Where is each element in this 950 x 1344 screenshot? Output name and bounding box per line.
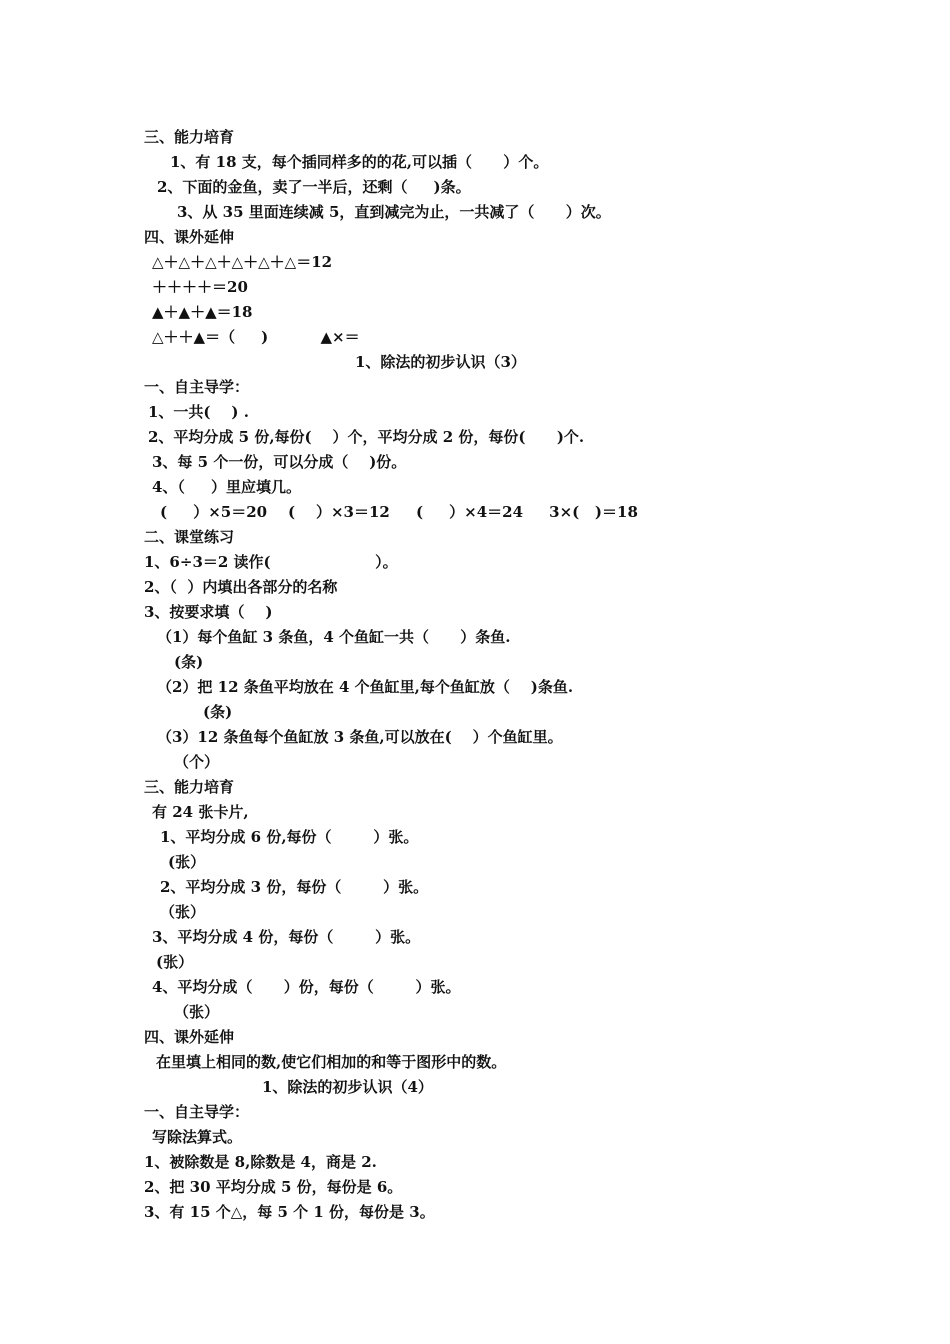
- heading-extension: 四、课外延伸: [144, 1028, 235, 1046]
- unit-label: （张）: [174, 1003, 220, 1021]
- question-line: 4、（ ）里应填几。: [152, 478, 302, 496]
- question-line: 2、把 30 平均分成 5 份，每份是 6。: [144, 1178, 403, 1196]
- heading-extension: 四、课外延伸: [144, 228, 235, 246]
- equation-line: ＋＋＋＋＝20: [152, 278, 248, 296]
- question-line: 3、有 15 个△，每 5 个 1 份，每份是 3。: [144, 1203, 435, 1221]
- unit-label: (条): [174, 653, 204, 671]
- unit-label: (张）: [168, 853, 206, 871]
- section-title: 1、除法的初步认识（3）: [355, 353, 526, 371]
- question-line: 1、平均分成 6 份,每份（ ）张。: [160, 828, 419, 846]
- heading-self-study: 一、自主导学：: [144, 378, 250, 396]
- equation-line: ▲＋▲＋▲＝18: [152, 303, 253, 321]
- question-line: 2、平均分成 3 份，每份（ ）张。: [160, 878, 429, 896]
- question-line: 1、6÷3＝2 读作( ）。: [144, 553, 398, 571]
- equation-line: ( ）×5＝20 ( ）×3＝12 ( ）×4＝24 3×( )＝18: [160, 503, 638, 521]
- question-line: 1、被除数是 8,除数是 4，商是 2.: [144, 1153, 377, 1171]
- unit-label: (张）: [156, 953, 194, 971]
- question-line: 2、平均分成 5 份,每份( ）个，平均分成 2 份，每份( )个.: [148, 428, 585, 446]
- question-line: 2、下面的金鱼，卖了一半后，还剩（ )条。: [157, 178, 471, 196]
- question-line: 1、有 18 支，每个插同样多的的花,可以插（ ）个。: [170, 153, 549, 171]
- heading-class-practice: 二、课堂练习: [144, 528, 235, 546]
- equation-line: △＋＋▲＝（ ) ▲×＝: [152, 328, 360, 346]
- unit-label: （张）: [160, 903, 206, 921]
- question-line: （1）每个鱼缸 3 条鱼，4 个鱼缸一共（ ）条鱼.: [157, 628, 511, 646]
- question-line: 2、（ ）内填出各部分的名称: [144, 578, 338, 596]
- heading-ability: 三、能力培育: [144, 128, 235, 146]
- section-title: 1、除法的初步认识（4）: [262, 1078, 433, 1096]
- question-line: 3、平均分成 4 份，每份（ ）张。: [152, 928, 421, 946]
- instruction-line: 写除法算式。: [152, 1128, 243, 1146]
- question-line: 4、平均分成（ ）份，每份（ ）张。: [152, 978, 461, 996]
- question-line: 1、一共( ) .: [148, 403, 249, 421]
- question-line: 在里填上相同的数,使它们相加的和等于图形中的数。: [156, 1053, 507, 1071]
- question-line: 3、从 35 里面连续减 5，直到减完为止，一共减了（ ）次。: [177, 203, 611, 221]
- unit-label: （个）: [174, 753, 220, 771]
- heading-self-study: 一、自主导学：: [144, 1103, 250, 1121]
- question-line: 3、每 5 个一份，可以分成（ )份。: [152, 453, 407, 471]
- heading-ability: 三、能力培育: [144, 778, 235, 796]
- question-line: （2）把 12 条鱼平均放在 4 个鱼缸里,每个鱼缸放（ )条鱼.: [157, 678, 574, 696]
- question-line: 有 24 张卡片,: [152, 803, 249, 821]
- equation-line: △＋△＋△＋△＋△＋△＝12: [152, 253, 333, 271]
- question-line: （3）12 条鱼每个鱼缸放 3 条鱼,可以放在( ）个鱼缸里。: [157, 728, 563, 746]
- unit-label: (条): [203, 703, 233, 721]
- question-line: 3、按要求填（ ): [144, 603, 273, 621]
